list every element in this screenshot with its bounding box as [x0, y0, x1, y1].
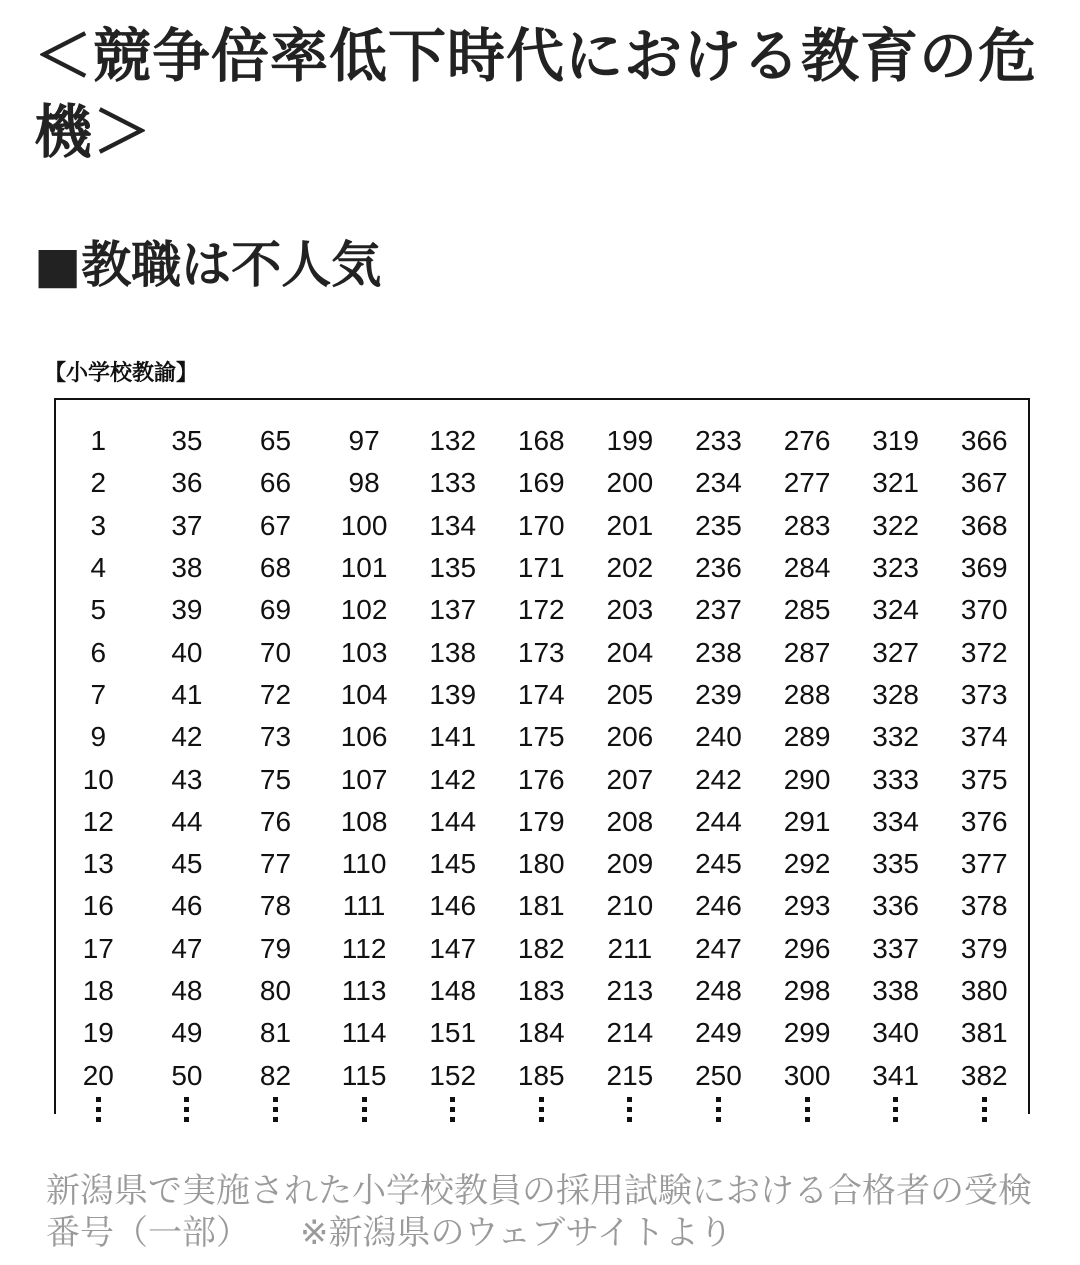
exam-number-cell: 43: [171, 763, 203, 795]
exam-number-cell: 68: [259, 552, 292, 584]
exam-number-cell: 78: [259, 890, 292, 922]
exam-number-cell: 19: [82, 1017, 114, 1049]
exam-number-cell: 20: [82, 1059, 114, 1091]
exam-number-cell: 284: [783, 552, 831, 584]
exam-number-cell: 319: [872, 425, 919, 457]
exam-number-cell: 200: [606, 467, 654, 499]
exam-number-cell: 152: [429, 1059, 477, 1091]
exam-number-cell: 10: [82, 763, 114, 795]
exam-number-cell: 67: [259, 509, 292, 541]
exam-number-cell: 79: [259, 932, 292, 964]
exam-number-cell: 39: [171, 594, 203, 626]
exam-number-cell: 102: [340, 594, 388, 626]
table-row: [54, 928, 1029, 970]
exam-number-cell: 209: [606, 848, 654, 880]
exam-number-cell: 184: [517, 1017, 565, 1049]
exam-number-cell: 380: [960, 975, 1008, 1006]
exam-number-cell: 335: [872, 848, 919, 880]
exam-number-cell: 236: [695, 552, 742, 584]
exam-number-cell: 292: [783, 848, 831, 880]
exam-number-cell: 240: [695, 721, 742, 753]
exam-number-cell: 233: [695, 425, 742, 457]
exam-number-cell: 290: [783, 763, 831, 795]
exam-number-table: [54, 420, 1029, 1141]
exam-number-cell: 244: [695, 805, 742, 837]
exam-number-cell: 50: [171, 1059, 203, 1091]
exam-number-cell: 202: [606, 552, 654, 584]
continuation-mark: [320, 1097, 409, 1141]
exam-number-cell: 277: [783, 467, 831, 499]
exam-number-cell: 375: [960, 763, 1008, 795]
source-note: ※新潟県のウェブサイトより: [300, 1213, 733, 1253]
exam-number-cell: 215: [606, 1059, 654, 1091]
exam-number-cell: 299: [783, 1017, 831, 1049]
exam-number-cell: 179: [517, 805, 565, 837]
table-row: [54, 462, 1029, 504]
exam-number-cell: 377: [960, 848, 1008, 880]
vertical-ellipsis-icon: [981, 1097, 987, 1127]
exam-number-cell: 276: [783, 425, 831, 457]
exam-number-cell: 366: [960, 425, 1008, 457]
exam-number-cell: 287: [783, 636, 831, 668]
exam-number-cell: 181: [517, 890, 565, 922]
exam-number-cell: 370: [960, 594, 1008, 626]
exam-number-cell: 214: [606, 1017, 654, 1049]
exam-number-cell: 250: [695, 1059, 742, 1091]
exam-number-cell: 296: [783, 932, 831, 964]
exam-number-cell: 245: [695, 848, 742, 880]
table-label: 【小学校教諭】: [44, 361, 199, 386]
exam-number-cell: 368: [960, 509, 1008, 541]
table-row: [54, 843, 1029, 885]
exam-number-cell: 337: [872, 932, 919, 964]
vertical-ellipsis-icon: [95, 1097, 101, 1127]
exam-number-cell: 112: [341, 932, 387, 964]
exam-number-cell: 336: [872, 890, 919, 922]
exam-number-cell: 298: [783, 975, 831, 1006]
exam-number-cell: 234: [695, 467, 742, 499]
exam-number-cell: 13: [82, 848, 114, 880]
exam-number-cell: 36: [171, 467, 203, 499]
exam-number-cell: 137: [429, 594, 477, 626]
exam-number-cell: 248: [695, 975, 742, 1006]
vertical-ellipsis-icon: [361, 1097, 367, 1127]
exam-number-cell: 138: [429, 636, 477, 668]
exam-number-cell: 151: [429, 1017, 477, 1049]
exam-number-cell: 210: [606, 890, 654, 922]
exam-number-cell: 171: [517, 552, 565, 584]
continuation-mark: [674, 1097, 763, 1141]
exam-number-cell: 45: [171, 848, 203, 880]
exam-number-cell: 135: [429, 552, 477, 584]
vertical-ellipsis-icon: [450, 1097, 456, 1127]
exam-number-cell: 106: [340, 721, 388, 753]
exam-number-cell: 97: [348, 425, 380, 457]
caption-text: 新潟県で実施された小学校教員の採用試験における合格者の受検番号（一部）: [46, 1171, 1032, 1253]
exam-number-cell: 110: [341, 848, 387, 880]
exam-number-cell: 168: [517, 425, 565, 457]
exam-number-cell: 101: [340, 552, 388, 584]
exam-number-cell: 199: [606, 425, 654, 457]
table-row: [54, 1012, 1029, 1054]
exam-number-cell: 6: [90, 636, 107, 668]
exam-number-cell: 65: [259, 425, 292, 457]
continuation-mark: [763, 1097, 852, 1141]
vertical-ellipsis-icon: [272, 1097, 278, 1127]
exam-number-cell: 4: [90, 552, 107, 584]
table-row: [54, 547, 1029, 589]
table-row: [54, 885, 1029, 927]
exam-number-cell: 327: [872, 636, 919, 668]
exam-number-cell: 182: [517, 932, 565, 964]
exam-number-cell: 237: [695, 594, 742, 626]
section-heading: ■教職は不人気: [34, 236, 382, 294]
exam-number-cell: 373: [960, 678, 1008, 710]
exam-number-cell: 107: [340, 763, 388, 795]
exam-number-cell: 338: [872, 975, 919, 1006]
exam-number-cell: 49: [171, 1017, 203, 1049]
exam-number-cell: 235: [695, 509, 742, 541]
exam-number-cell: 17: [82, 932, 114, 964]
exam-number-cell: 42: [171, 721, 203, 753]
exam-number-cell: 3: [90, 509, 107, 541]
exam-number-cell: 289: [783, 721, 831, 753]
exam-number-cell: 285: [783, 594, 831, 626]
exam-number-cell: 73: [259, 721, 292, 753]
exam-number-cell: 367: [960, 467, 1008, 499]
exam-number-cell: 141: [429, 721, 477, 753]
exam-number-cell: 48: [171, 975, 203, 1006]
exam-number-cell: 12: [82, 805, 114, 837]
exam-number-cell: 40: [171, 636, 203, 668]
exam-number-cell: 111: [342, 890, 386, 922]
exam-number-cell: 115: [341, 1059, 387, 1091]
table-row: [54, 758, 1029, 800]
exam-number-cell: 81: [259, 1017, 292, 1049]
exam-number-cell: 46: [171, 890, 203, 922]
exam-number-cell: 134: [429, 509, 477, 541]
continuation-mark: [851, 1097, 940, 1141]
exam-number-cell: 246: [695, 890, 742, 922]
vertical-ellipsis-icon: [538, 1097, 544, 1127]
exam-number-cell: 69: [259, 594, 292, 626]
continuation-mark: [231, 1097, 320, 1141]
exam-number-cell: 203: [606, 594, 654, 626]
exam-number-cell: 249: [695, 1017, 742, 1049]
exam-number-cell: 132: [429, 425, 477, 457]
exam-number-cell: 76: [259, 805, 292, 837]
continuation-row: [54, 1097, 1029, 1141]
exam-number-cell: 7: [90, 678, 107, 710]
exam-number-cell: 108: [340, 805, 388, 837]
exam-number-cell: 145: [429, 848, 477, 880]
exam-number-cell: 333: [872, 763, 919, 795]
exam-number-cell: 103: [340, 636, 388, 668]
exam-number-cell: 148: [429, 975, 477, 1006]
exam-number-cell: 382: [960, 1059, 1008, 1091]
exam-number-cell: 104: [340, 678, 388, 710]
table-row: [54, 505, 1029, 547]
exam-number-cell: 147: [429, 932, 477, 964]
figure-caption: [46, 1170, 1056, 1254]
vertical-ellipsis-icon: [804, 1097, 810, 1127]
exam-number-cell: 174: [517, 678, 565, 710]
exam-number-cell: 172: [517, 594, 565, 626]
exam-number-cell: 139: [429, 678, 477, 710]
vertical-ellipsis-icon: [184, 1097, 190, 1127]
exam-number-cell: 334: [872, 805, 919, 837]
continuation-mark: [940, 1097, 1029, 1141]
exam-number-cell: 35: [171, 425, 203, 457]
exam-number-cell: 2: [90, 467, 107, 499]
exam-number-cell: 41: [171, 678, 203, 710]
table-row: [54, 1054, 1029, 1096]
exam-number-cell: 173: [517, 636, 565, 668]
exam-number-cell: 300: [783, 1059, 831, 1091]
exam-number-cell: 114: [341, 1017, 387, 1049]
exam-number-cell: 332: [872, 721, 919, 753]
vertical-ellipsis-icon: [893, 1097, 899, 1127]
exam-number-cell: 378: [960, 890, 1008, 922]
exam-number-cell: 205: [606, 678, 654, 710]
exam-number-cell: 208: [606, 805, 654, 837]
exam-number-cell: 144: [429, 805, 477, 837]
exam-number-cell: 47: [171, 932, 203, 964]
exam-number-cell: 142: [429, 763, 477, 795]
exam-number-cell: 201: [606, 509, 654, 541]
exam-number-cell: 146: [429, 890, 477, 922]
exam-number-cell: 100: [340, 509, 388, 541]
table-row: [54, 970, 1029, 1012]
exam-number-cell: 238: [695, 636, 742, 668]
exam-number-cell: 213: [606, 975, 654, 1006]
table-row: [54, 716, 1029, 758]
table-row: [54, 420, 1029, 462]
exam-number-cell: 328: [872, 678, 919, 710]
exam-number-cell: 242: [695, 763, 742, 795]
vertical-ellipsis-icon: [715, 1097, 721, 1127]
exam-number-cell: 369: [960, 552, 1008, 584]
exam-number-cell: 180: [517, 848, 565, 880]
exam-number-cell: 185: [517, 1059, 565, 1091]
table-row: [54, 674, 1029, 716]
exam-number-cell: 80: [259, 975, 292, 1006]
exam-number-cell: 77: [259, 848, 292, 880]
exam-number-cell: 170: [517, 509, 565, 541]
exam-number-cell: 376: [960, 805, 1008, 837]
exam-number-cell: 18: [82, 975, 114, 1006]
exam-number-cell: 206: [606, 721, 654, 753]
table-row: [54, 801, 1029, 843]
exam-number-table-body: [54, 420, 1029, 1141]
exam-number-cell: 98: [348, 467, 380, 499]
continuation-mark: [54, 1097, 143, 1141]
exam-number-cell: 66: [259, 467, 292, 499]
exam-number-cell: 183: [517, 975, 565, 1006]
exam-number-cell: 175: [517, 721, 565, 753]
exam-number-cell: 204: [606, 636, 654, 668]
exam-number-cell: 293: [783, 890, 831, 922]
exam-number-cell: 75: [259, 763, 292, 795]
exam-number-cell: 288: [783, 678, 831, 710]
exam-number-cell: 283: [783, 509, 831, 541]
exam-number-cell: 211: [607, 932, 653, 964]
exam-number-cell: 9: [90, 721, 107, 753]
exam-number-cell: 1: [90, 425, 107, 457]
exam-number-cell: 37: [171, 509, 203, 541]
exam-number-cell: 82: [259, 1059, 292, 1091]
exam-number-cell: 70: [259, 636, 292, 668]
exam-number-cell: 379: [960, 932, 1008, 964]
exam-number-cell: 207: [606, 763, 654, 795]
vertical-ellipsis-icon: [627, 1097, 633, 1127]
exam-number-cell: 5: [90, 594, 107, 626]
exam-number-cell: 291: [783, 805, 831, 837]
exam-number-cell: 247: [695, 932, 742, 964]
exam-number-cell: 323: [872, 552, 919, 584]
exam-number-cell: 372: [960, 636, 1008, 668]
exam-number-cell: 16: [82, 890, 114, 922]
exam-number-cell: 38: [171, 552, 203, 584]
exam-number-cell: 72: [259, 678, 292, 710]
exam-number-cell: 340: [872, 1017, 919, 1049]
continuation-mark: [497, 1097, 586, 1141]
passer-number-figure: [0, 350, 1080, 1140]
exam-number-cell: 239: [695, 678, 742, 710]
exam-number-cell: 113: [341, 975, 387, 1006]
exam-number-cell: 169: [517, 467, 565, 499]
table-row: [54, 589, 1029, 631]
article-title: ＜競争倍率低下時代における教育の危機＞: [34, 22, 1038, 166]
continuation-mark: [143, 1097, 232, 1141]
exam-number-cell: 324: [872, 594, 919, 626]
continuation-mark: [408, 1097, 497, 1141]
exam-number-cell: 133: [429, 467, 477, 499]
table-row: [54, 631, 1029, 673]
exam-number-cell: 381: [960, 1017, 1008, 1049]
exam-number-cell: 176: [517, 763, 565, 795]
exam-number-cell: 321: [872, 467, 919, 499]
exam-number-cell: 341: [872, 1059, 919, 1091]
exam-number-cell: 322: [872, 509, 919, 541]
exam-number-cell: 44: [171, 805, 203, 837]
continuation-mark: [586, 1097, 675, 1141]
exam-number-cell: 374: [960, 721, 1008, 753]
